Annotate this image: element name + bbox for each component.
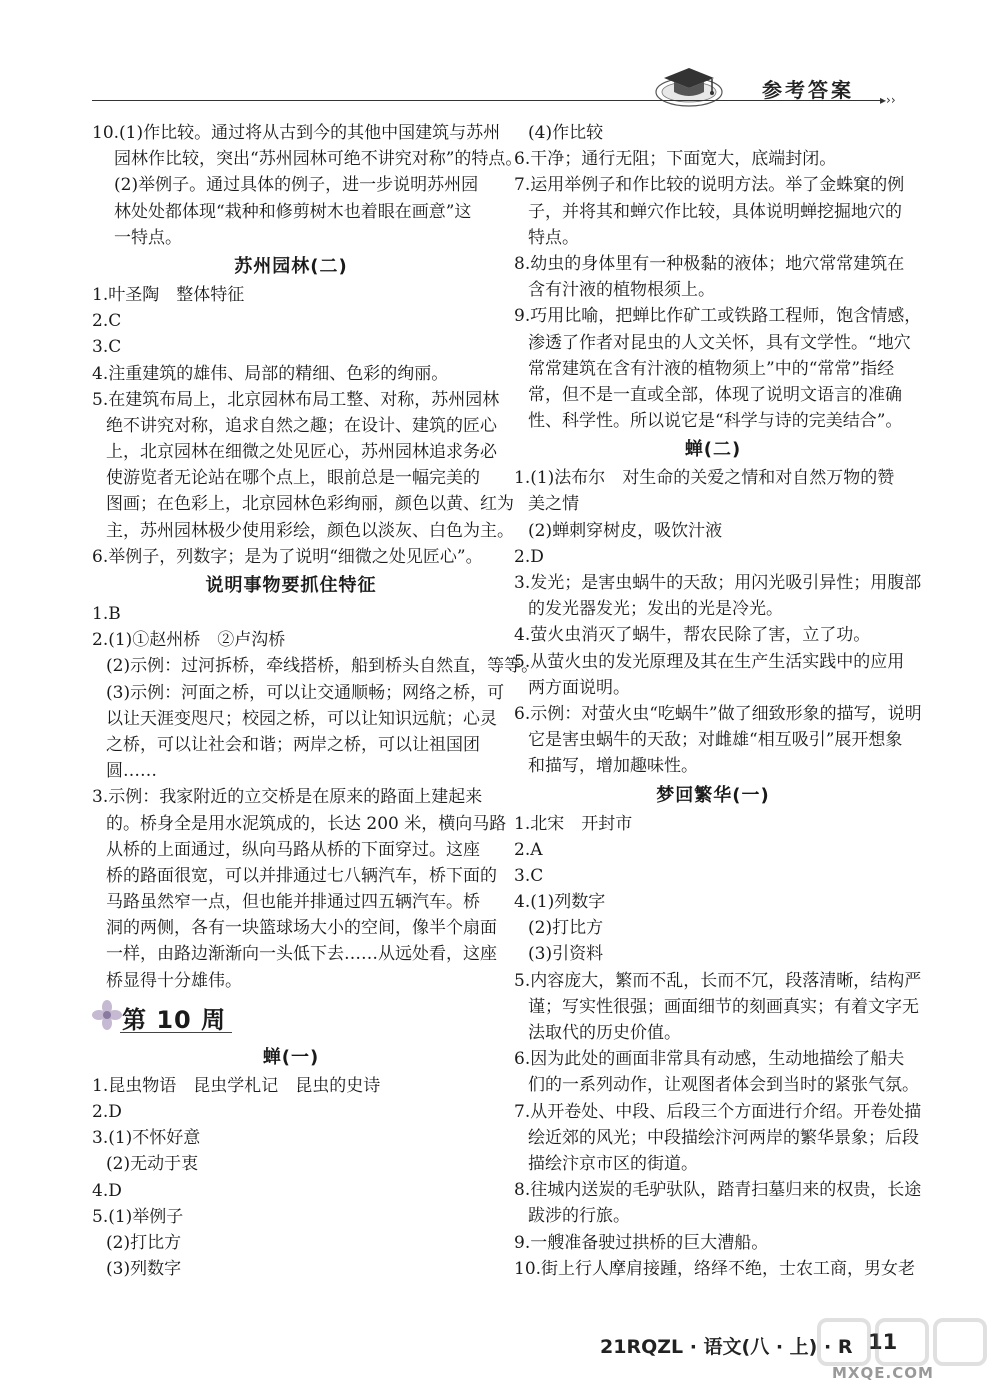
footer-code: 21RQZL · 语文(八 · 上) · R [600, 1336, 853, 1358]
left-answer-line: 之桥，可以让社会和谐；两岸之桥，可以让祖国团 [106, 734, 480, 755]
left-answer-line: 以让天涯变咫尺；校园之桥，可以让知识远航；心灵 [106, 708, 497, 729]
left-answer-line: 图画；在色彩上，北京园林色彩绚丽，颜色以黄、红为 [106, 494, 514, 515]
watermark-text: MXQE.COM [832, 1364, 934, 1382]
left-answer-line: 4.D [92, 1180, 122, 1201]
left-answer-line: 园林作比较，突出“苏州园林可绝不讲究对称”的特点。 [114, 149, 523, 170]
right-answer-line: 2.A [514, 839, 543, 860]
section-heading: 苏州园林(二) [234, 255, 348, 277]
left-answer-line: 从桥的上面通过，纵向马路从桥的下面穿过。这座 [106, 839, 480, 860]
left-answer-line: (3)列数字 [106, 1259, 182, 1280]
right-answer-line: 6.干净；通行无阻；下面宽大，底端封闭。 [514, 149, 837, 170]
week-underline [120, 1032, 232, 1033]
right-answer-line: 9.巧用比喻，把蝉比作矿工或铁路工程师，饱含情感， [514, 306, 922, 327]
left-answer-line: 2.D [92, 1102, 122, 1122]
right-answer-line: 8.幼虫的身体里有一种极黏的液体；地穴常常建筑在 [514, 253, 905, 274]
left-answer-line: 2.C [92, 311, 122, 332]
right-answer-line: 特点。 [528, 227, 579, 248]
right-answer-line: 2.D [514, 546, 544, 567]
left-answer-line: 绝不讲究对称，追求自然之趣；在设计、建筑的匠心 [106, 415, 497, 436]
right-answer-line: 渗透了作者对昆虫的人文关怀，具有文学性。“地穴 [528, 332, 911, 353]
left-answer-line: 5.在建筑布局上，北京园林布局工整、对称，苏州园林 [92, 389, 500, 410]
right-answer-line: 和描写，增加趣味性。 [528, 756, 698, 777]
left-answer-line: 3.(1)不怀好意 [92, 1128, 201, 1149]
left-answer-line: 圆…… [106, 761, 157, 782]
left-answer-line: 一样，由路边渐渐向一头低下去……从远处看，这座 [106, 944, 497, 965]
left-answer-line: 使游览者无论站在哪个点上，眼前总是一幅完美的 [106, 468, 480, 489]
left-answer-line: 10.(1)作比较。通过将从古到今的其他中国建筑与苏州 [92, 123, 501, 143]
left-answer-line: (2)举例子。通过具体的例子，进一步说明苏州园 [114, 175, 479, 196]
left-answer-line: 上，北京园林在细微之处见匠心，苏州园林追求务必 [106, 442, 497, 463]
right-answer-line: 3.发光；是害虫蜗牛的天敌；用闪光吸引异性；用腹部 [514, 573, 922, 593]
right-answer-line: 6.示例：对萤火虫“吃蜗牛”做了细致形象的描写，说明 [514, 703, 922, 724]
left-answer-line: 桥的路面很宽，可以并排通过七八辆汽车，桥下面的 [106, 865, 497, 886]
page-number: 11 [868, 1330, 898, 1354]
left-answer-line: (3)示例：河面之桥，可以让交通顺畅；网络之桥，可 [106, 682, 505, 703]
right-answer-line: 4.萤火虫消灭了蜗牛，帮农民除了害，立了功。 [514, 625, 871, 646]
left-answer-line: (2)无动于衷 [106, 1154, 199, 1175]
right-answer-line: 法取代的历史价值。 [528, 1023, 681, 1043]
right-answer-line: 子，并将其和蝉穴作比较，具体说明蝉挖掘地穴的 [528, 201, 902, 222]
left-answer-line: 1.B [92, 604, 121, 624]
right-answer-line: 4.(1)列数字 [514, 892, 606, 913]
right-answer-line: 6.因为此处的画面非常具有动感，生动地描绘了船夫 [514, 1049, 905, 1070]
right-answer-line: 常常建筑在含有汁液的植物须上”中的“常常”指经 [528, 358, 895, 379]
right-answer-line: 5.内容庞大，繁而不乱，长而不冗，段落清晰，结构严 [514, 970, 922, 991]
right-answer-line: 常，但不是一直或全部，体现了说明文语言的准确 [528, 384, 902, 405]
section-heading: 蝉(二) [684, 439, 742, 461]
section-heading: 说明事物要抓住特征 [205, 575, 377, 596]
left-answer-line: 马路虽然窄一点，但也能并排通过四五辆汽车。桥 [106, 892, 480, 913]
right-answer-line: 谨；写实性很强；画面细节的刻画真实；有着文字无 [528, 996, 919, 1017]
left-answer-line: 6.举例子，列数字；是为了说明“细微之处见匠心”。 [92, 546, 483, 567]
graduation-cap-logo [654, 62, 724, 108]
right-answer-line: (4)作比较 [528, 123, 604, 143]
right-answer-line: 10.街上行人摩肩接踵，络绎不绝，士农工商，男女老 [514, 1258, 916, 1279]
right-answer-line: 7.运用举例子和作比较的说明方法。举了金蛛窠的例 [514, 175, 905, 196]
right-answer-line: 美之情 [528, 494, 579, 515]
flower-icon [92, 1000, 122, 1030]
right-answer-line: 3.C [514, 865, 544, 886]
right-answer-line: 7.从开卷处、中段、后段三个方面进行介绍。开卷处描 [514, 1101, 922, 1122]
header-arrow-icon: ▸›› [880, 93, 896, 107]
right-answer-line: 两方面说明。 [528, 677, 630, 698]
right-answer-line: 们的一系列动作，让观图者体会到当时的紧张气氛。 [528, 1075, 919, 1096]
left-answer-line: 一特点。 [114, 227, 182, 248]
left-answer-line: 桥显得十分雄伟。 [106, 970, 242, 991]
right-column [514, 120, 922, 1282]
right-answer-line: 8.往城内送炭的毛驴驮队，踏青扫墓归来的权贵，长途 [514, 1180, 922, 1201]
left-answer-line: 主，苏州园林极少使用彩绘，颜色以淡灰、白色为主。 [106, 520, 514, 541]
left-answer-line: 的。桥身全是用水泥筑成的，长达 200 米，横向马路 [106, 813, 507, 834]
right-answer-line: 9.一艘准备驶过拱桥的巨大漕船。 [514, 1232, 769, 1253]
right-answer-line: (2)打比方 [528, 918, 604, 939]
week-banner [92, 994, 490, 1042]
right-answer-line: 的发光器发光；发出的光是冷光。 [528, 599, 783, 620]
left-answer-line: 3.示例：我家附近的立交桥是在原来的路面上建起来 [92, 787, 483, 808]
left-answer-line: 1.昆虫物语 昆虫学札记 昆虫的史诗 [92, 1075, 381, 1096]
section-heading: 梦回繁华(一) [656, 784, 770, 806]
right-answer-line: 5.从萤火虫的发光原理及其在生产生活实践中的应用 [514, 651, 905, 672]
left-answer-line: 4.注重建筑的雄伟、局部的精细、色彩的绚丽。 [92, 363, 449, 384]
left-answer-line: 3.C [92, 337, 122, 358]
right-answer-line: (2)蝉刺穿树皮，吸饮汁液 [528, 520, 723, 541]
right-answer-line: 绘近郊的风光；中段描绘汴河两岸的繁华景象；后段 [528, 1127, 919, 1148]
right-answer-line: 性、科学性。所以说它是“科学与诗的完美结合”。 [528, 411, 903, 432]
right-answer-line: 描绘汴京市区的街道。 [528, 1153, 698, 1174]
left-answer-line: (2)示例：过河拆桥，牵线搭桥，船到桥头自然直，等等。 [106, 656, 539, 677]
header-rule [92, 100, 882, 101]
right-answer-line: 1.北宋 开封市 [514, 813, 633, 834]
left-answer-line: 5.(1)举例子 [92, 1206, 184, 1227]
left-answer-line: (2)打比方 [106, 1232, 182, 1253]
left-answer-line: 洞的两侧，各有一块篮球场大小的空间，像半个扇面 [106, 918, 497, 939]
section-heading: 蝉(一) [262, 1046, 320, 1068]
left-answer-line: 2.(1)①赵州桥 ②卢沟桥 [92, 630, 286, 651]
right-answer-line: (3)引资料 [528, 944, 604, 965]
left-answer-line: 林处处都体现“栽种和修剪树木也着眼在画意”这 [114, 201, 472, 222]
right-answer-line: 含有汁液的植物根须上。 [528, 280, 715, 301]
week-title: 第 10 周 [122, 1005, 227, 1034]
right-answer-line: 跋涉的行旅。 [528, 1206, 630, 1227]
left-answer-line: 1.叶圣陶 整体特征 [92, 284, 245, 305]
right-answer-line: 1.(1)法布尔 对生命的关爱之情和对自然万物的赞 [514, 468, 895, 489]
right-answer-line: 它是害虫蜗牛的天敌；对雌雄“相互吸引”展开想象 [528, 730, 903, 751]
header-title: 参考答案 [762, 78, 854, 102]
